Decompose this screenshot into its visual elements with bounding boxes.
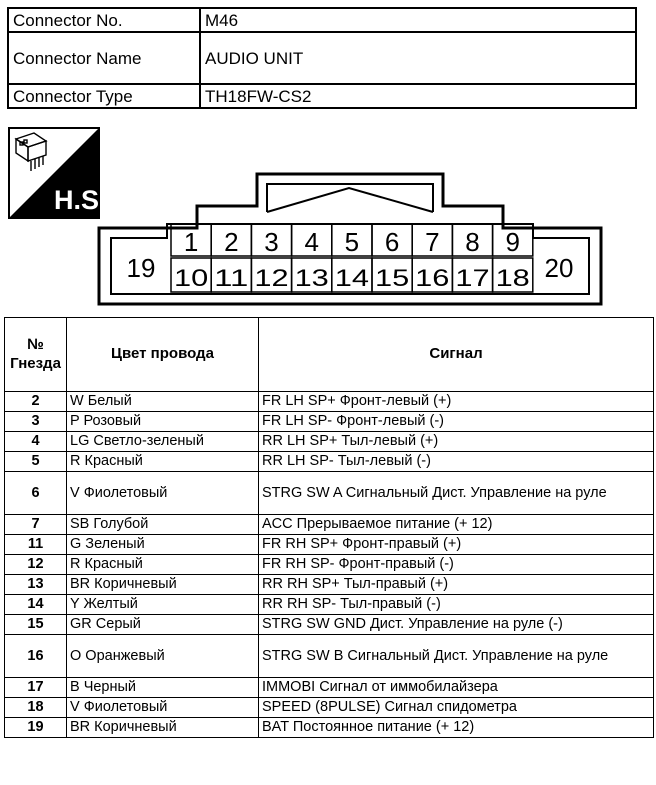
wire-color: BR Коричневый (67, 575, 259, 595)
pin-label: 10 (174, 265, 209, 292)
pin-label: 9 (505, 227, 520, 257)
header-pin-no-line1: № (27, 335, 44, 353)
pin-label: 4 (304, 227, 319, 257)
table-row (5, 615, 654, 635)
header-signal: Сигнал (259, 318, 654, 392)
wire-color: G Зеленый (67, 535, 259, 555)
wire-color: R Красный (67, 555, 259, 575)
header-pin-no-line2: Гнезда (10, 354, 61, 372)
signal-description: STRG SW B Сигнальный Дист. Управление на руле (259, 635, 654, 678)
signal-description: RR LH SP- Тыл-левый (-) (259, 452, 654, 472)
table-row (5, 575, 654, 595)
pin-number: 2 (5, 392, 67, 412)
harness-side-icon (8, 127, 107, 219)
pin-number: 4 (5, 432, 67, 452)
signal-description: RR LH SP+ Тыл-левый (+) (259, 432, 654, 452)
wire-color: SB Голубой (67, 515, 259, 535)
connector-face-diagram (97, 172, 603, 306)
table-row (5, 718, 654, 738)
wire-color: R Красный (67, 452, 259, 472)
pin-number: 14 (5, 595, 67, 615)
pin-label: 5 (344, 227, 360, 257)
signal-description: SPEED (8PULSE) Сигнал спидометра (259, 698, 654, 718)
pin-label: 11 (214, 265, 249, 292)
pin-20-label: 20 (544, 253, 574, 283)
signal-description: RR RH SP+ Тыл-правый (+) (259, 575, 654, 595)
top-pin-row (171, 224, 533, 257)
pin-number: 7 (5, 515, 67, 535)
pin-label: 3 (264, 227, 279, 257)
pin-label: 17 (455, 265, 490, 292)
pin-label: 2 (224, 227, 239, 257)
table-row (5, 535, 654, 555)
connector-type-row (8, 84, 636, 108)
wire-color: O Оранжевый (67, 635, 259, 678)
wire-color: GR Серый (67, 615, 259, 635)
pin-label: 12 (254, 265, 289, 292)
pin-label: 1 (183, 227, 199, 257)
signal-description: FR LH SP- Фронт-левый (-) (259, 412, 654, 432)
table-row (5, 595, 654, 615)
table-row (5, 392, 654, 412)
pin-number: 11 (5, 535, 67, 555)
signal-description: ACC Прерываемое питание (+ 12) (259, 515, 654, 535)
connector-type-label: Connector Type (8, 84, 200, 108)
connector-name-row (8, 32, 636, 84)
signal-description: RR RH SP- Тыл-правый (-) (259, 595, 654, 615)
wire-color: B Черный (67, 678, 259, 698)
pin-number: 13 (5, 575, 67, 595)
signal-description: STRG SW A Сигнальный Дист. Управление на руле (259, 472, 654, 515)
pin-19-label: 19 (126, 253, 156, 283)
wire-color: P Розовый (67, 412, 259, 432)
pin-number: 12 (5, 555, 67, 575)
wire-color: V Фиолетовый (67, 698, 259, 718)
pin-number: 19 (5, 718, 67, 738)
pin-label: 14 (334, 265, 369, 292)
table-row (5, 412, 654, 432)
connector-no-row (8, 8, 636, 32)
wire-color: LG Светло-зеленый (67, 432, 259, 452)
signal-description: BAT Постоянное питание (+ 12) (259, 718, 654, 738)
pin-number: 17 (5, 678, 67, 698)
header-pin-no (5, 318, 67, 392)
pin-number: 15 (5, 615, 67, 635)
pin-number: 3 (5, 412, 67, 432)
pin-label: 6 (384, 227, 400, 257)
signal-description: STRG SW GND Дист. Управление на руле (-) (259, 615, 654, 635)
table-row (5, 635, 654, 678)
table-row (5, 472, 654, 515)
wire-color: V Фиолетовый (67, 472, 259, 515)
connector-type-value: TH18FW-CS2 (200, 84, 636, 108)
table-row (5, 555, 654, 575)
hs-label: H.S. (54, 185, 107, 215)
pin-number: 18 (5, 698, 67, 718)
pin-number: 6 (5, 472, 67, 515)
wire-color: Y Желтый (67, 595, 259, 615)
wire-color: BR Коричневый (67, 718, 259, 738)
connector-name-value: AUDIO UNIT (200, 32, 636, 84)
signal-description: IMMOBI Сигнал от иммобилайзера (259, 678, 654, 698)
connector-name-label: Connector Name (8, 32, 200, 84)
table-row (5, 432, 654, 452)
pin-label: 18 (495, 265, 530, 292)
pin-number: 16 (5, 635, 67, 678)
table-row (5, 515, 654, 535)
signal-description: FR RH SP- Фронт-правый (-) (259, 555, 654, 575)
pin-label: 8 (465, 227, 480, 257)
pin-number: 5 (5, 452, 67, 472)
connector-no-value: M46 (200, 8, 636, 32)
pin-label: 15 (375, 265, 410, 292)
signal-description: FR RH SP+ Фронт-правый (+) (259, 535, 654, 555)
connector-no-label: Connector No. (8, 8, 200, 32)
header-wire-color: Цвет провода (67, 318, 259, 392)
pin-label: 7 (425, 227, 440, 257)
pin-label: 16 (415, 265, 450, 292)
table-row (5, 678, 654, 698)
table-row (5, 452, 654, 472)
pin-label: 13 (294, 265, 329, 292)
wire-color: W Белый (67, 392, 259, 412)
table-header-row (5, 318, 654, 392)
table-row (5, 698, 654, 718)
signal-description: FR LH SP+ Фронт-левый (+) (259, 392, 654, 412)
connector-info-table (7, 7, 637, 109)
pin-assignment-table (4, 317, 654, 738)
